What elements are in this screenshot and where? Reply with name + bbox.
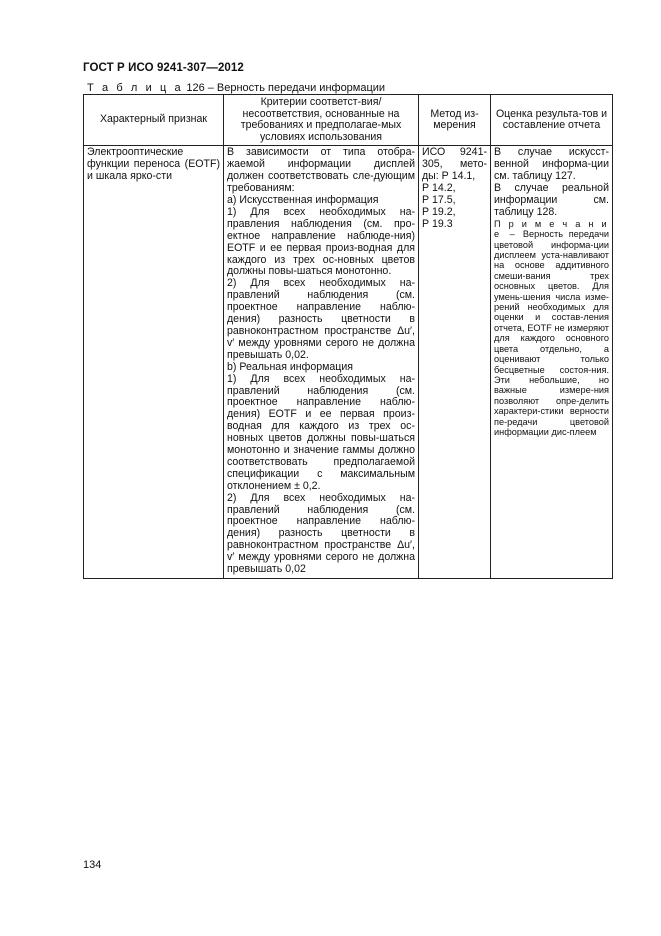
criteria-real-2: 2) Для всех необходимых на-правлений наблюдения (см. проектное направление наблю-дения) разность цветности в равноконтрастном пространстве Δu′, v′ между уровнями серого не должна превышать 0,02 [227,491,415,576]
table-caption-label: Т а б л и ц а [87,82,184,94]
cell-evaluation [491,146,613,579]
cell-feature [84,146,224,579]
table-caption [87,82,385,94]
header-evaluation: Оценка результа-тов и составление отчета [491,95,613,146]
header-feature: Характерный признак [84,95,224,146]
criteria-artificial-1: 1) Для всех необходимых на-правления наблюдения (см. про-ектное направление наблюде-ния) EOTF и ее первая произ-водная для каждого из трех ос-новных цветов должны повы-шаться монотонно. [227,205,415,278]
method-line: Р 19.2, [422,205,456,218]
cell-method [419,146,491,579]
feature-text: Электрооптические функции переноса (EOTF) и шкала ярко-сти [87,146,220,183]
header-method: Метод из-мерения [419,95,491,146]
criteria-intro: В зависимости от типа отобра-жаемой информации дисплей должен соответствовать сле-дующим требованиям: [227,146,415,195]
note-label: П р и м е ч а н и е – [494,218,609,240]
evaluation-artificial: В случае искусст-венной информа-ции см. таблицу 127. [494,146,609,183]
criteria-real-1: 1) Для всех необходимых на-правлений наблюдения (см. проектное направление наблю-дения) EOTF и ее первая произ-водная для каждого из трех ос-новных цветов должны повы-шаться монотонно и значение гаммы должно соответствовать предполагаемой спецификации с максимальным отклонением ± 0,2. [227,372,415,492]
table-caption-title: 126 – Верность передачи информации [186,82,386,94]
fidelity-table [83,94,613,579]
method-line: ИСО 9241-305, мето-ды: Р 14.1, [422,146,487,183]
cell-criteria [224,146,419,579]
table-header-row [84,95,613,146]
header-criteria: Критерии соответст-вия/несоответствия, основанные на требованиях и предполагае-мых условиях использования [224,95,419,146]
evaluation-real: В случае реальной информации см. таблицу 128. [494,182,609,218]
table-row [84,146,613,579]
method-line: Р 17.5, [422,194,456,206]
note-text: Верность передачи цветовой информа-ции дисплеем уста-навливают на основе аддитивного смеши-вания трех основных цветов. Для умень-шения числа изме-рений необходимых для оценки и состав-ления отчета, EOTF не измеряют для каждого основного цвета отдельно, а оценивают только бесцветные состоя-ния. Эти небольшие, но важные измере-ния позволяют опре-делить характери-стики верности пе-редачи цветовой информации дис-плеем [494,229,609,437]
criteria-heading-artificial: а) Искусственная информация [227,194,379,206]
document-header: ГОСТ Р ИСО 9241-307—2012 [83,62,244,74]
note [494,219,609,438]
page-number: 134 [83,859,102,871]
method-line: Р 14.2, [422,182,456,195]
method-line: Р 19.3 [422,217,453,230]
criteria-heading-real: b) Реальная информация [227,360,354,373]
criteria-artificial-2: 2) Для всех необходимых на-правлений наблюдения (см. проектное направление наблю-дения) разность цветности в равноконтрастном пространстве Δu′, v′ между уровнями серого не должна превышать 0,02. [227,277,415,361]
